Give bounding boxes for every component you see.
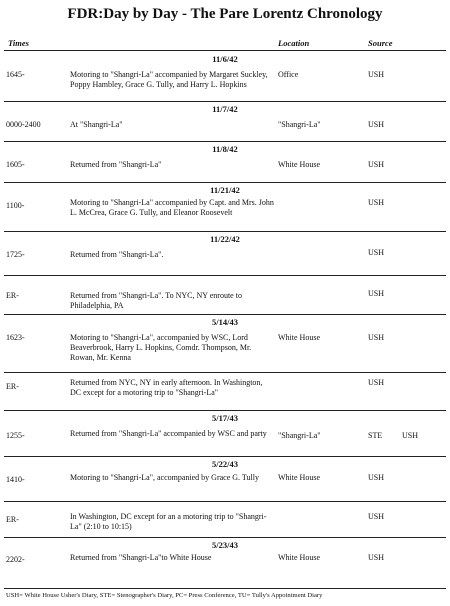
header-rule xyxy=(4,50,446,51)
entry-description: Returned from "Shangri-La". To NYC, NY enroute to Philadelphia, PA xyxy=(70,291,242,310)
entry-source: USH xyxy=(368,160,385,169)
entry-location: White House xyxy=(278,333,320,342)
entry-description: Returned from "Shangri-La" xyxy=(70,160,162,169)
row-rule xyxy=(4,231,446,232)
date-label: 5/22/43 xyxy=(212,459,238,469)
entry-source: USH xyxy=(368,333,385,342)
row-rule xyxy=(4,182,446,183)
entry-location: Office xyxy=(278,70,299,79)
entry-location: White House xyxy=(278,160,320,169)
entry-time: 0000-2400 xyxy=(6,120,41,129)
row-rule xyxy=(4,501,446,502)
entry-time: 1623- xyxy=(6,333,25,342)
entry-description: Motoring to "Shangri-La", accompanied by WSC, Lord Beaverbrook, Harry L. Hopkins, Comdr. Thompson, Mr. Rowan, Mr. Kenna xyxy=(70,333,252,362)
header-location: Location xyxy=(278,38,310,48)
footer-rule xyxy=(4,588,446,589)
entry-description: Returned from "Shangri-La"to White House xyxy=(70,553,212,562)
entry-source: USH xyxy=(368,120,385,129)
entry-time: ER- xyxy=(6,291,19,300)
row-rule xyxy=(4,372,446,373)
entry-location: "Shangri-La" xyxy=(278,431,321,440)
entry-time: 1605- xyxy=(6,160,25,169)
entry-description: At "Shangri-La" xyxy=(70,120,123,129)
header-times: Times xyxy=(8,38,29,48)
entry-time: 1100- xyxy=(6,201,25,210)
entry-description: Motoring to "Shangri-La" accompanied by Margaret Suckley, Poppy Hambley, Grace G. Tully, and Harry L. Hopkins xyxy=(70,70,268,89)
entry-source: USH xyxy=(368,473,385,482)
entry-time: 2202- xyxy=(6,555,25,564)
row-rule xyxy=(4,537,446,538)
entry-time: ER- xyxy=(6,382,19,391)
entry-location: White House xyxy=(278,553,320,562)
entry-time: ER- xyxy=(6,515,19,524)
date-label: 11/6/42 xyxy=(212,54,238,64)
date-label: 5/17/43 xyxy=(212,413,238,423)
entry-time: 1645- xyxy=(6,70,25,79)
date-label: 11/21/42 xyxy=(210,185,240,195)
entry-time: 1725- xyxy=(6,250,25,259)
entry-description: Motoring to "Shangri-La", accompanied by Grace G. Tully xyxy=(70,473,259,482)
date-label: 5/23/43 xyxy=(212,540,238,550)
date-label: 11/8/42 xyxy=(212,144,238,154)
entry-source: USH xyxy=(368,248,385,257)
entry-source-secondary: USH xyxy=(402,431,419,440)
date-label: 11/22/42 xyxy=(210,234,240,244)
entry-source: USH xyxy=(368,553,385,562)
entry-location: "Shangri-La" xyxy=(278,120,321,129)
row-rule xyxy=(4,141,446,142)
row-rule xyxy=(4,275,446,276)
entry-time: 1255- xyxy=(6,431,25,440)
entry-source: USH xyxy=(368,289,385,298)
entry-time: 1410- xyxy=(6,475,25,484)
row-rule xyxy=(4,101,446,102)
entry-description: In Washington, DC except for an a motoring trip to "Shangri-La" (2:10 to 10:15) xyxy=(70,512,267,531)
entry-source: USH xyxy=(368,512,385,521)
entry-description: Returned from "Shangri-La" accompanied by WSC and party xyxy=(70,429,267,438)
entry-source: USH xyxy=(368,70,385,79)
entry-source: USH xyxy=(368,198,385,207)
row-rule xyxy=(4,410,446,411)
row-rule xyxy=(4,314,446,315)
entry-description: Returned from NYC, NY in early afternoon. In Washington, DC except for a motoring trip to "Shangri-La" xyxy=(70,378,263,397)
header-source: Source xyxy=(368,38,393,48)
date-label: 5/14/43 xyxy=(212,317,238,327)
entry-description: Motoring to "Shangri-La" accompanied by Capt. and Mrs. John L. McCrea, Grace G. Tully, and Eleanor Roosevelt xyxy=(70,198,274,217)
entry-description: Returned from "Shangri-La". xyxy=(70,250,164,259)
entry-source: STE xyxy=(368,431,383,440)
page-title: FDR:Day by Day - The Pare Lorentz Chronology xyxy=(67,6,383,22)
entry-source: USH xyxy=(368,378,385,387)
date-label: 11/7/42 xyxy=(212,104,238,114)
row-rule xyxy=(4,456,446,457)
entry-location: White House xyxy=(278,473,320,482)
footer-legend: USH= White House Usher's Diary, STE= Stenographer's Diary, PC= Press Conference, TU= Tully's Appointment Diary xyxy=(6,592,323,599)
